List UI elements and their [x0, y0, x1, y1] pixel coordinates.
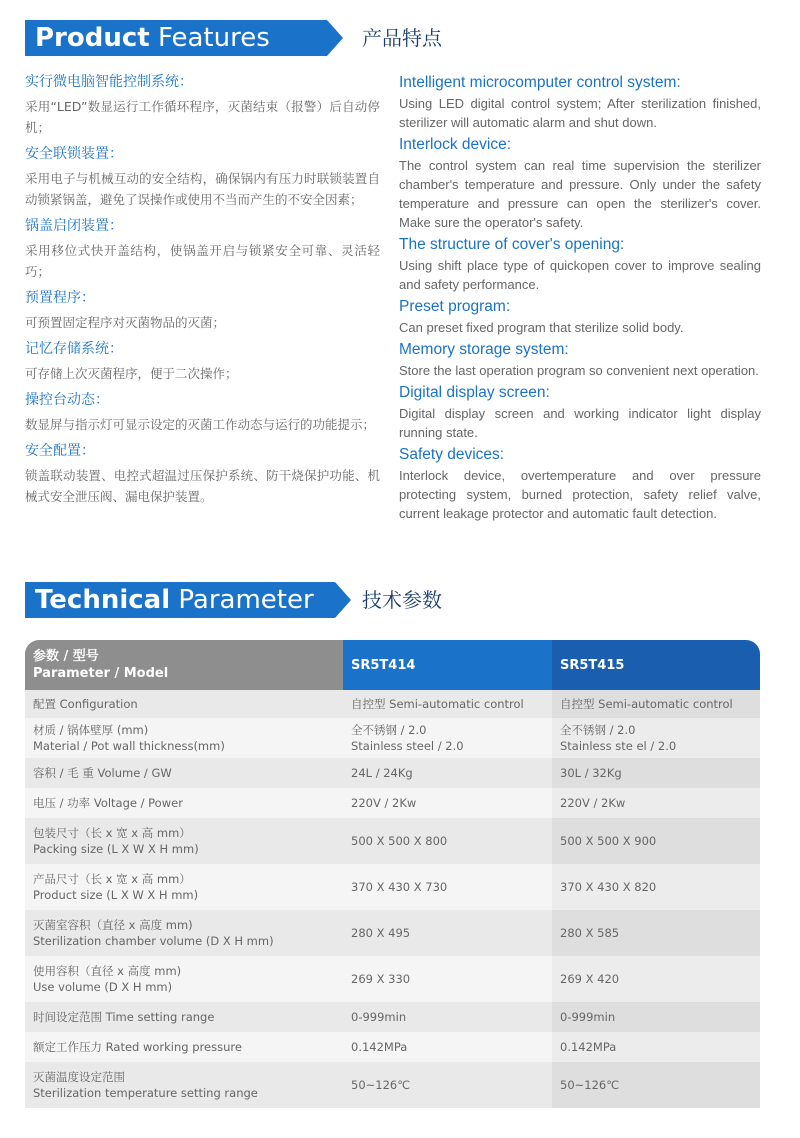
feature-cn-heading: 操控台动态：	[25, 392, 109, 408]
row-label-line-2: Packing size (L X W X H mm)	[33, 842, 199, 856]
row-label-line-1: 额定工作压力 Rated working pressure	[33, 1040, 242, 1054]
row-label	[25, 758, 343, 788]
feature-cn-text: 采用移位式快开盖结构，使锅盖开启与锁紧安全可靠、灵活轻巧；	[25, 243, 380, 279]
row-label-line-1: 产品尺寸（长 x 宽 x 高 mm）	[33, 872, 191, 886]
feature-en-heading: Preset program:	[399, 298, 511, 315]
table-row	[25, 758, 760, 788]
row-value-model-1-line-1: 24L / 24Kg	[351, 766, 413, 780]
row-value-model-2	[552, 818, 760, 864]
row-value-model-2	[552, 956, 760, 1002]
row-value-model-2-line-1: 269 X 420	[560, 972, 620, 986]
technical-parameter-banner	[25, 582, 335, 618]
row-value-model-1	[343, 956, 552, 1002]
feature-cn-heading: 实行微电脑智能控制系统：	[25, 74, 193, 90]
row-label	[25, 1032, 343, 1062]
feature-en-heading: The structure of cover's opening:	[399, 236, 625, 253]
row-value-model-2-line-1: 全不锈钢 / 2.0	[560, 723, 636, 737]
row-value-model-1-line-1: 280 X 495	[351, 926, 411, 940]
feature-cn-text: 数显屏与指示灯可显示设定的灭菌工作动态与运行的功能提示；	[25, 417, 376, 432]
feature-cn-item	[25, 288, 380, 333]
row-label-line-1: 材质 / 锅体壁厚 (mm)	[33, 723, 149, 737]
feature-cn-item	[25, 216, 380, 282]
row-label-line-1: 包装尺寸（长 x 宽 x 高 mm）	[33, 826, 191, 840]
feature-en-heading: Digital display screen:	[399, 384, 550, 401]
row-value-model-2-line-1: 自控型 Semi-automatic control	[560, 697, 733, 711]
table-row	[25, 1032, 760, 1062]
row-label-line-1: 容积 / 毛 重 Volume / GW	[33, 766, 172, 780]
feature-cn-heading: 记忆存储系统：	[25, 341, 123, 357]
row-value-model-2	[552, 1032, 760, 1062]
row-value-model-2	[552, 910, 760, 956]
row-value-model-2-line-1: 500 X 500 X 900	[560, 834, 657, 848]
row-value-model-1	[343, 818, 552, 864]
row-value-model-2	[552, 758, 760, 788]
header-parameter-model	[25, 640, 343, 690]
row-value-model-1-line-1: 370 X 430 X 730	[351, 880, 448, 894]
row-label-line-2: Sterilization temperature setting range	[33, 1086, 258, 1100]
row-value-model-1	[343, 910, 552, 956]
technical-parameter-title-cn: 技术参数	[362, 588, 442, 612]
row-label-line-1: 电压 / 功率 Voltage / Power	[33, 796, 183, 810]
banner-arrow-icon	[335, 582, 351, 618]
row-value-model-1	[343, 690, 552, 718]
table-header-row	[25, 640, 760, 690]
row-value-model-2	[552, 1062, 760, 1108]
row-label	[25, 788, 343, 818]
feature-en-text: The control system can real time supervision the sterilizer chamber's temperature and pressure. Only under the safety temperature and pressure can open the sterilizer's cover. Make sure the operator's safety.	[399, 158, 761, 230]
row-value-model-1	[343, 1062, 552, 1108]
row-label	[25, 910, 343, 956]
table-row	[25, 864, 760, 910]
row-label-line-1: 灭菌室容积（直径 x 高度 mm)	[33, 918, 193, 932]
table-row	[25, 1002, 760, 1032]
row-label-line-2: Product size (L X W X H mm)	[33, 888, 199, 902]
feature-cn-text: 采用“LED”数显运行工作循环程序，灭菌结束（报警）后自动停机；	[25, 99, 380, 135]
row-value-model-2-line-2: Stainless ste el / 2.0	[560, 739, 677, 753]
row-value-model-2-line-1: 0.142MPa	[560, 1040, 617, 1054]
feature-en-item	[399, 234, 761, 294]
feature-en-text: Interlock device, overtemperature and over pressure protecting system, burned protection, safety relief valve, current leakage protector and automatic fault detection.	[399, 468, 761, 521]
feature-cn-item	[25, 441, 380, 507]
row-value-model-2-line-1: 50~126℃	[560, 1078, 620, 1092]
feature-en-heading: Intelligent microcomputer control system:	[399, 74, 681, 91]
row-value-model-2	[552, 1002, 760, 1032]
feature-en-item	[399, 339, 761, 380]
feature-cn-heading: 安全配置：	[25, 443, 95, 459]
feature-en-text: Digital display screen and working indicator light display running state.	[399, 406, 761, 440]
row-value-model-2	[552, 690, 760, 718]
feature-cn-text: 锁盖联动装置、电控式超温过压保护系统、防干烧保护功能、机械式安全泄压阀、漏电保护装置。	[25, 468, 380, 504]
row-value-model-1-line-1: 自控型 Semi-automatic control	[351, 697, 524, 711]
row-value-model-1-line-1: 220V / 2Kw	[351, 796, 417, 810]
row-label-line-1: 使用容积（直径 x 高度 mm)	[33, 964, 182, 978]
row-label-line-1: 配置 Configuration	[33, 697, 138, 711]
row-value-model-1	[343, 1002, 552, 1032]
features-cn-column	[25, 72, 380, 513]
row-label	[25, 956, 343, 1002]
feature-en-text: Using shift place type of quickopen cover to improve sealing and safety performance.	[399, 258, 761, 292]
row-label	[25, 1002, 343, 1032]
table-row	[25, 910, 760, 956]
row-value-model-2	[552, 788, 760, 818]
row-value-model-1	[343, 758, 552, 788]
row-value-model-1	[343, 788, 552, 818]
feature-en-item	[399, 444, 761, 523]
product-features-title-cn: 产品特点	[362, 26, 442, 50]
header-model-2: SR5T415	[552, 640, 760, 690]
row-label	[25, 864, 343, 910]
feature-cn-item	[25, 339, 380, 384]
feature-en-text: Using LED digital control system; After sterilization finished, sterilizer will automatic alarm and shut down.	[399, 96, 761, 130]
table-row	[25, 818, 760, 864]
row-value-model-1-line-1: 0-999min	[351, 1010, 407, 1024]
feature-en-item	[399, 296, 761, 337]
row-label-line-2: Use volume (D X H mm)	[33, 980, 173, 994]
row-value-model-1-line-1: 50~126℃	[351, 1078, 411, 1092]
feature-en-item	[399, 382, 761, 442]
row-label	[25, 818, 343, 864]
row-label-line-2: Material / Pot wall thickness(mm)	[33, 739, 225, 753]
product-features-banner	[25, 20, 327, 56]
banner-arrow-icon	[327, 20, 343, 56]
row-label-line-2: Sterilization chamber volume (D X H mm)	[33, 934, 274, 948]
features-en-column	[399, 72, 761, 525]
feature-cn-heading: 安全联锁装置：	[25, 146, 123, 162]
table-row	[25, 690, 760, 718]
feature-en-heading: Memory storage system:	[399, 341, 569, 358]
product-features-title: Product Features	[35, 23, 270, 53]
row-value-model-1-line-1: 269 X 330	[351, 972, 411, 986]
row-label-line-1: 灭菌温度设定范围	[33, 1070, 125, 1084]
feature-cn-text: 可预置固定程序对灭菌物品的灭菌；	[25, 315, 226, 330]
header-model-1: SR5T414	[343, 640, 552, 690]
row-value-model-1	[343, 718, 552, 758]
technical-parameter-title: Technical Parameter	[35, 585, 314, 615]
row-value-model-1-line-1: 500 X 500 X 800	[351, 834, 448, 848]
feature-en-text: Can preset fixed program that sterilize solid body.	[399, 320, 684, 335]
row-label	[25, 690, 343, 718]
parameter-table	[25, 640, 760, 1108]
feature-cn-heading: 锅盖启闭装置：	[25, 218, 123, 234]
row-value-model-2	[552, 864, 760, 910]
feature-cn-item	[25, 144, 380, 210]
row-value-model-2	[552, 718, 760, 758]
row-value-model-1-line-2: Stainless steel / 2.0	[351, 739, 464, 753]
row-value-model-2-line-1: 30L / 32Kg	[560, 766, 622, 780]
row-value-model-2-line-1: 0-999min	[560, 1010, 616, 1024]
feature-cn-item	[25, 72, 380, 138]
table-row	[25, 718, 760, 758]
feature-en-text: Store the last operation program so convenient next operation.	[399, 363, 759, 378]
row-value-model-1	[343, 1032, 552, 1062]
table-row	[25, 1062, 760, 1108]
feature-en-heading: Interlock device:	[399, 136, 511, 153]
table-row	[25, 956, 760, 1002]
row-label	[25, 1062, 343, 1108]
row-value-model-2-line-1: 280 X 585	[560, 926, 620, 940]
header-label-en: Parameter / Model	[33, 666, 169, 681]
row-label-line-1: 时间设定范围 Time setting range	[33, 1010, 215, 1024]
feature-en-item	[399, 72, 761, 132]
feature-en-heading: Safety devices:	[399, 446, 505, 463]
feature-cn-heading: 预置程序：	[25, 290, 95, 306]
row-value-model-2-line-1: 370 X 430 X 820	[560, 880, 657, 894]
row-label	[25, 718, 343, 758]
header-label-cn: 参数 / 型号	[33, 649, 99, 664]
feature-cn-text: 采用电子与机械互动的安全结构，确保锅内有压力时联锁装置自动锁紧锅盖，避免了误操作或使用不当而产生的不安全因素；	[25, 171, 380, 207]
row-value-model-1	[343, 864, 552, 910]
table-row	[25, 788, 760, 818]
feature-en-item	[399, 134, 761, 232]
feature-cn-item	[25, 390, 380, 435]
row-value-model-1-line-1: 全不锈钢 / 2.0	[351, 723, 427, 737]
feature-cn-text: 可存储上次灭菌程序，便于二次操作；	[25, 366, 238, 381]
row-value-model-1-line-1: 0.142MPa	[351, 1040, 408, 1054]
row-value-model-2-line-1: 220V / 2Kw	[560, 796, 626, 810]
